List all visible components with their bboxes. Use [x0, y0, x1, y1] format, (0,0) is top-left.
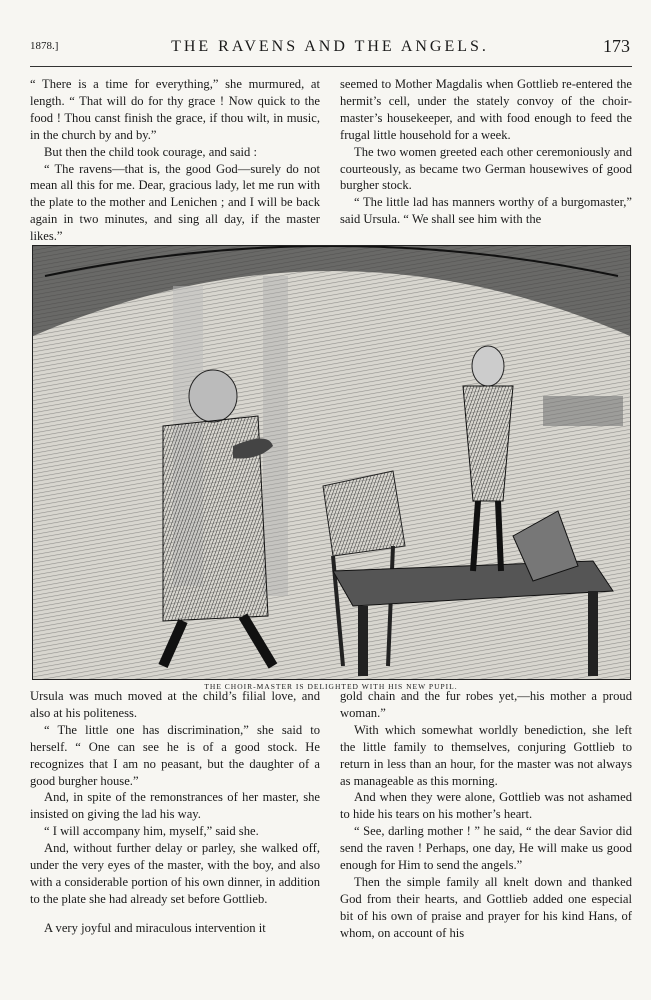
figure-caption: THE CHOIR-MASTER IS DELIGHTED WITH HIS NEW PUPIL.	[204, 682, 458, 691]
paragraph: Then the simple family all knelt down and thanked God from their hearts, and Gottlieb added one especial bit of his own of praise and prayer for his kind Hans, of whom, on account of his	[340, 874, 632, 940]
bottom-right-column	[340, 688, 632, 942]
paragraph: “ See, darling mother ! ” he said, “ the dear Savior did send the raven ! Perhaps, one day, He will make us good enough for Him to send the angels.”	[340, 824, 632, 873]
paragraph: “ The little one has discrimination,” she said to herself. “ One can see he is of a good stock. He recognizes that I am no peasant, but the daughter of a good burgher house.”	[30, 722, 320, 788]
top-right-column	[340, 76, 632, 228]
bottom-left-column	[30, 688, 320, 937]
engraving-illustration	[33, 246, 630, 679]
illustration	[32, 245, 631, 680]
header-rule	[30, 66, 632, 67]
paragraph: And, without further delay or parley, she walked off, under the very eyes of the master, with the boy, and also with a considerable portion of his own dinner, in addition to the plate she had already set before Gottlieb.	[30, 841, 320, 906]
page-header	[30, 36, 630, 66]
paragraph: seemed to Mother Magdalis when Gottlieb re-entered the hermit’s cell, under the stately convoy of the choir-master’s housekeeper, and with food enough to feed the frugal little household for a week.	[340, 77, 632, 142]
paragraph: Ursula was much moved at the child’s filial love, and also at his politeness.	[30, 689, 320, 720]
header-year: 1878.]	[30, 40, 59, 52]
paragraph: The two women greeted each other ceremoniously and courteously, as became two German housewives of good burgher stock.	[340, 144, 632, 193]
header-title: THE RAVENS AND THE ANGELS.	[171, 38, 489, 55]
paragraph: But then the child took courage, and said :	[44, 144, 257, 159]
top-left-column	[30, 76, 320, 245]
page-number: 173	[603, 36, 630, 56]
paragraph: And, in spite of the remonstrances of her master, she insisted on giving the lad his way.	[30, 790, 320, 822]
paragraph: “ The little lad has manners worthy of a burgomaster,” said Ursula. “ We shall see him with the	[340, 195, 632, 227]
paragraph: With which somewhat worldly benediction, she left the little family to themselves, conjuring Gottlieb to return in less than an hour, for the master was not always as manageable as this morning.	[340, 722, 632, 788]
paragraph: A very joyful and miraculous intervention it	[44, 920, 266, 935]
paragraph: “ The ravens—that is, the good God—surely do not mean all this for me. Dear, gracious lady, let me run with the plate to the mother and Lenichen ; and I will be back again in two minutes, and sing all day, if the master likes.”	[30, 161, 320, 244]
paragraph: And when they were alone, Gottlieb was not ashamed to hide his tears on his mother’s heart.	[340, 790, 632, 822]
paragraph: “ I will accompany him, myself,” said she.	[44, 824, 259, 839]
paragraph: “ There is a time for everything,” she murmured, at length. “ That will do for thy grace ! Now quick to the food ! Thou canst finish the grace, if thou wilt, in music, in the church by and by.”	[30, 77, 320, 142]
paragraph: gold chain and the fur robes yet,—his mother a proud woman.”	[340, 689, 632, 720]
